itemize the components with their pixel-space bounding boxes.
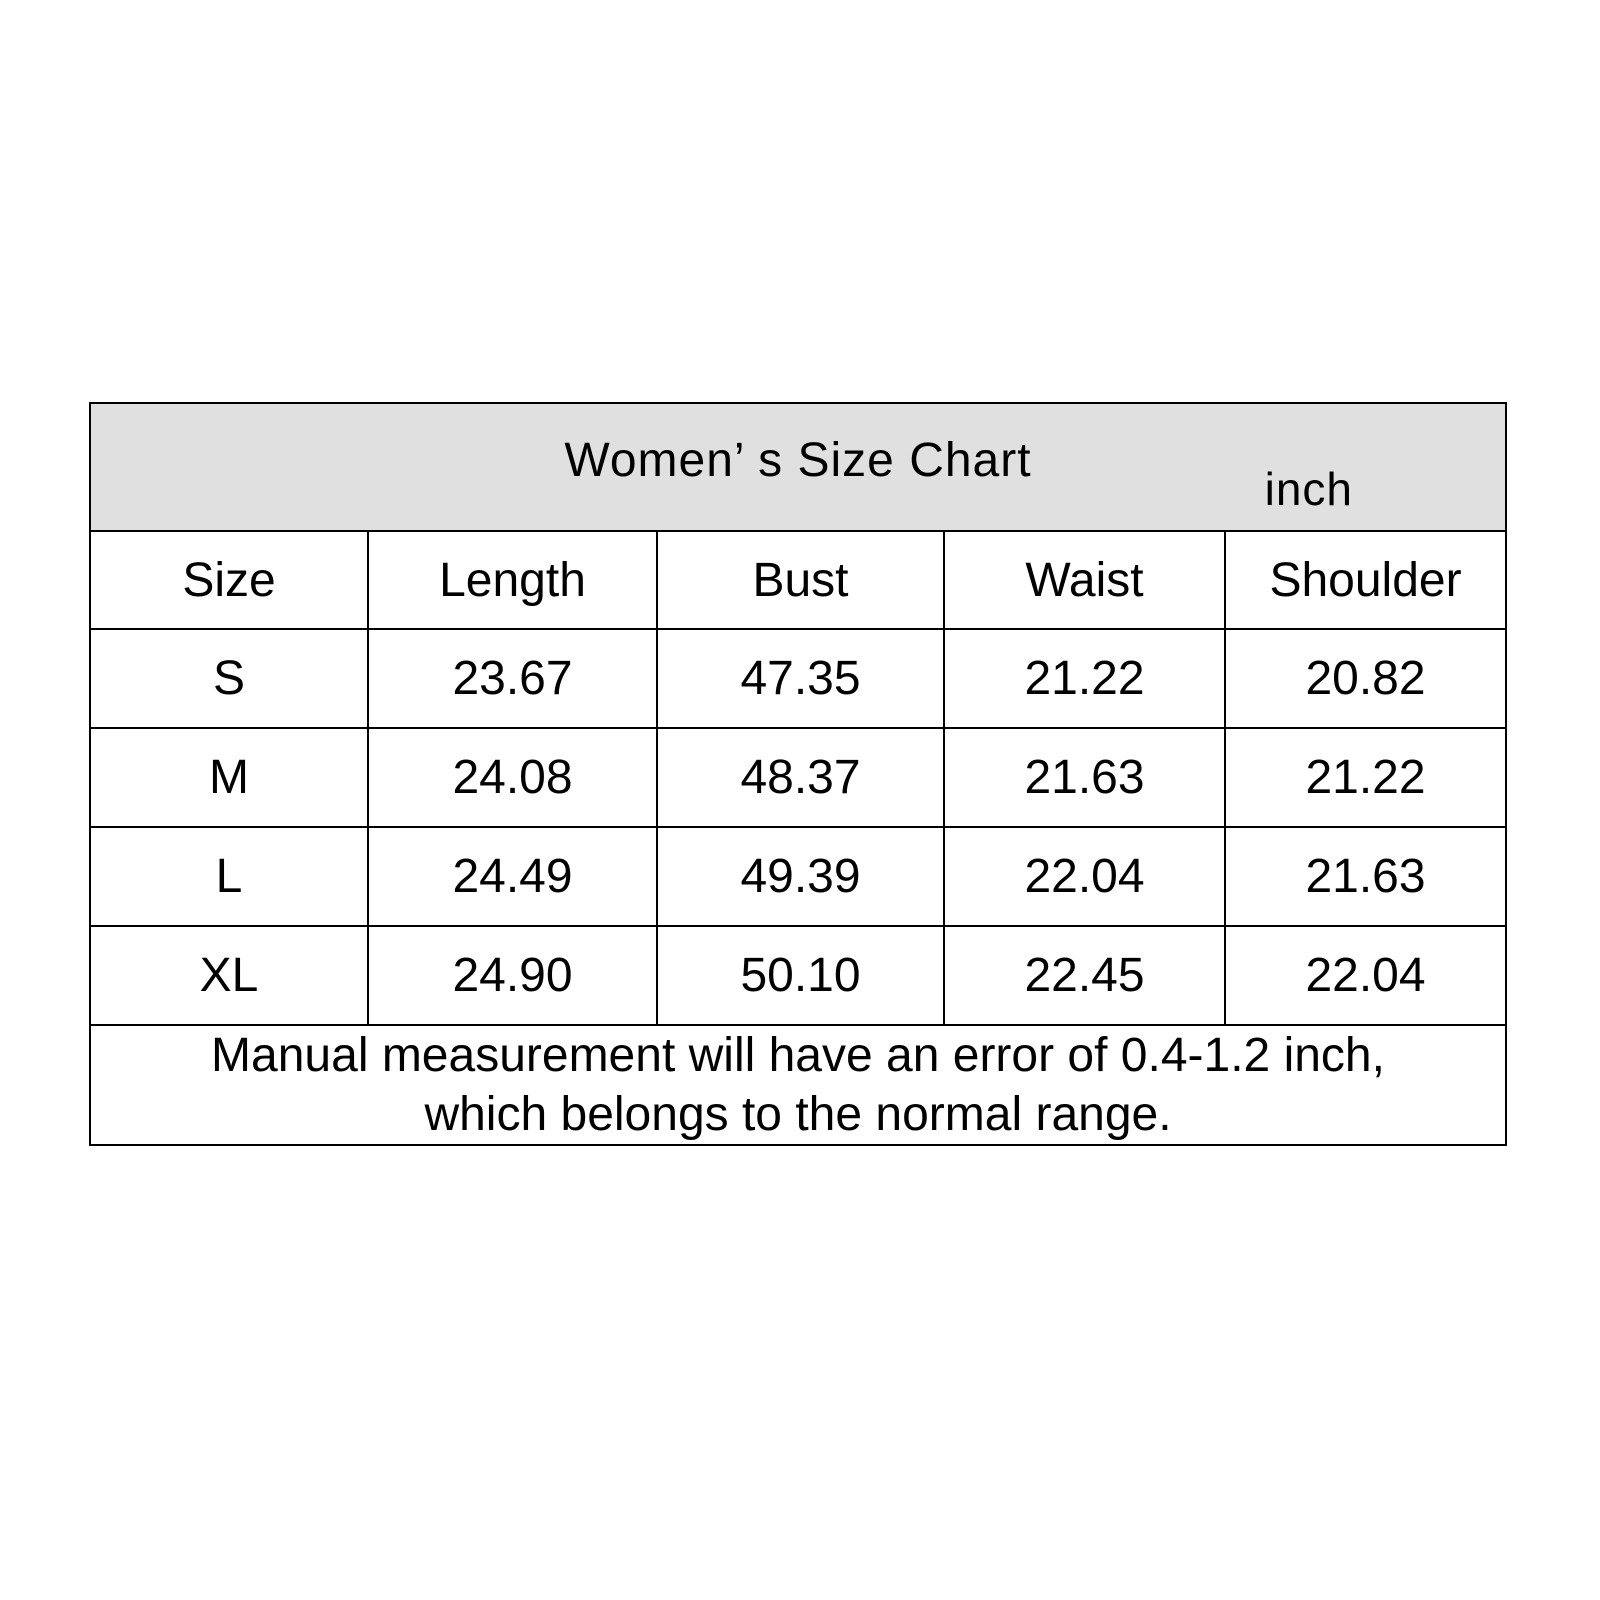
length-value-xl: 24.90 xyxy=(368,926,657,1025)
note-row xyxy=(90,1025,1506,1145)
measurement-note xyxy=(90,1025,1506,1145)
bust-value-s: 47.35 xyxy=(657,629,944,728)
shoulder-value-m: 21.22 xyxy=(1225,728,1506,827)
size-chart-table xyxy=(89,402,1507,1146)
waist-value-xl: 22.45 xyxy=(944,926,1225,1025)
table-row-s xyxy=(90,629,1506,728)
length-value-s: 23.67 xyxy=(368,629,657,728)
note-line-2: which belongs to the normal range. xyxy=(424,1088,1172,1141)
bust-value-l: 49.39 xyxy=(657,827,944,926)
unit-label: inch xyxy=(1264,463,1354,515)
length-value-m: 24.08 xyxy=(368,728,657,827)
column-header-waist: Waist xyxy=(944,531,1225,629)
waist-value-m: 21.63 xyxy=(944,728,1225,827)
table-row-m xyxy=(90,728,1506,827)
column-header-shoulder: Shoulder xyxy=(1225,531,1506,629)
note-line-1: Manual measurement will have an error of 0.4-1.2 inch, xyxy=(211,1029,1385,1082)
size-label-s: S xyxy=(90,629,368,728)
column-header-row xyxy=(90,531,1506,629)
table-row-xl xyxy=(90,926,1506,1025)
size-label-l: L xyxy=(90,827,368,926)
chart-title: Women’ s Size Chart xyxy=(564,433,1032,487)
table-row-l xyxy=(90,827,1506,926)
title-row xyxy=(90,403,1506,531)
column-header-size: Size xyxy=(90,531,368,629)
length-value-l: 24.49 xyxy=(368,827,657,926)
shoulder-value-s: 20.82 xyxy=(1225,629,1506,728)
shoulder-value-xl: 22.04 xyxy=(1225,926,1506,1025)
size-label-m: M xyxy=(90,728,368,827)
waist-value-l: 22.04 xyxy=(944,827,1225,926)
title-cell xyxy=(90,403,1506,531)
column-header-bust: Bust xyxy=(657,531,944,629)
bust-value-m: 48.37 xyxy=(657,728,944,827)
bust-value-xl: 50.10 xyxy=(657,926,944,1025)
shoulder-value-l: 21.63 xyxy=(1225,827,1506,926)
size-label-xl: XL xyxy=(90,926,368,1025)
waist-value-s: 21.22 xyxy=(944,629,1225,728)
column-header-length: Length xyxy=(368,531,657,629)
